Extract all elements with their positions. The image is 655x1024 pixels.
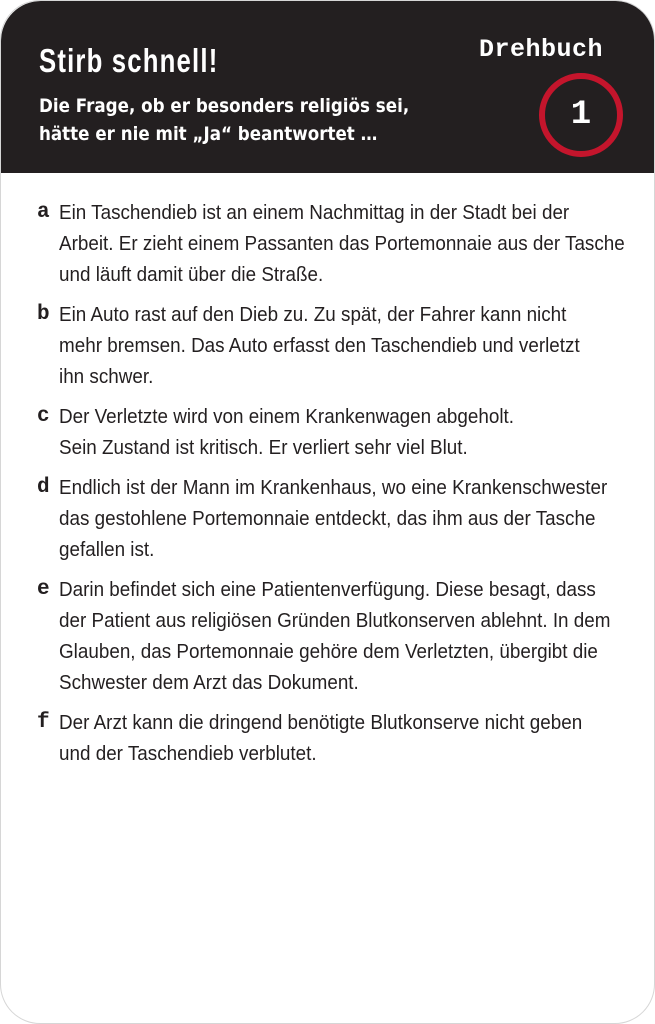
- step-line: Darin befindet sich eine Patientenverfügung. Diese besagt, dass: [59, 578, 596, 601]
- step-marker: d: [37, 476, 50, 499]
- step-text: [59, 401, 582, 463]
- script-number: 1: [570, 96, 592, 134]
- script-number-badge: [539, 73, 623, 157]
- story-step-d: [37, 472, 627, 565]
- step-text: [59, 707, 582, 769]
- step-line: und der Taschendieb verblutet.: [59, 742, 317, 765]
- step-marker: f: [37, 711, 50, 734]
- step-marker: e: [37, 578, 50, 601]
- step-line: Endlich ist der Mann im Krankenhaus, wo eine Krankenschwester: [59, 476, 608, 499]
- step-marker: a: [37, 201, 50, 224]
- step-line: der Patient aus religiösen Gründen Blutkonserven ablehnt. In dem: [59, 609, 611, 632]
- story-step-a: [37, 197, 627, 290]
- script-label: Drehbuch: [479, 35, 604, 64]
- step-line: Der Verletzte wird von einem Krankenwagen abgeholt.: [59, 405, 514, 428]
- step-marker: c: [37, 405, 50, 428]
- step-line: Glauben, das Portemonnaie gehöre dem Verletzten, übergibt die: [59, 640, 598, 663]
- step-line: das gestohlene Portemonnaie entdeckt, das ihm aus der Tasche: [59, 507, 596, 530]
- story-step-b: [37, 299, 627, 392]
- step-line: Der Arzt kann die dringend benötigte Blutkonserve nicht geben: [59, 711, 583, 734]
- story-step-c: [37, 401, 627, 463]
- step-marker: b: [37, 303, 50, 326]
- step-line: Ein Taschendieb ist an einem Nachmittag in der Stadt bei der: [59, 201, 570, 224]
- subtitle-line: hätte er nie mit „Ja“ beantwortet …: [39, 123, 378, 145]
- story-step-e: [37, 574, 627, 698]
- card-header: [1, 1, 655, 173]
- step-text: [59, 299, 582, 392]
- step-text: [59, 574, 610, 698]
- step-line: ihn schwer.: [59, 365, 154, 388]
- step-line: mehr bremsen. Das Auto erfasst den Taschendieb und verletzt: [59, 334, 580, 357]
- step-text: [59, 472, 607, 565]
- subtitle-line: Die Frage, ob er besonders religiös sei,: [39, 95, 410, 117]
- story-step-f: [37, 707, 627, 769]
- step-line: gefallen ist.: [59, 538, 155, 561]
- story-steps: [37, 197, 627, 778]
- step-line: und läuft damit über die Straße.: [59, 263, 324, 286]
- step-line: Schwester dem Arzt das Dokument.: [59, 671, 359, 694]
- card-subtitle: [39, 92, 409, 148]
- card-title: Stirb schnell!: [39, 42, 219, 79]
- step-line: Ein Auto rast auf den Dieb zu. Zu spät, der Fahrer kann nicht: [59, 303, 567, 326]
- step-line: Sein Zustand ist kritisch. Er verliert sehr viel Blut.: [59, 436, 468, 459]
- step-text: [59, 197, 625, 290]
- step-line: Arbeit. Er zieht einem Passanten das Portemonnaie aus der Tasche: [59, 232, 625, 255]
